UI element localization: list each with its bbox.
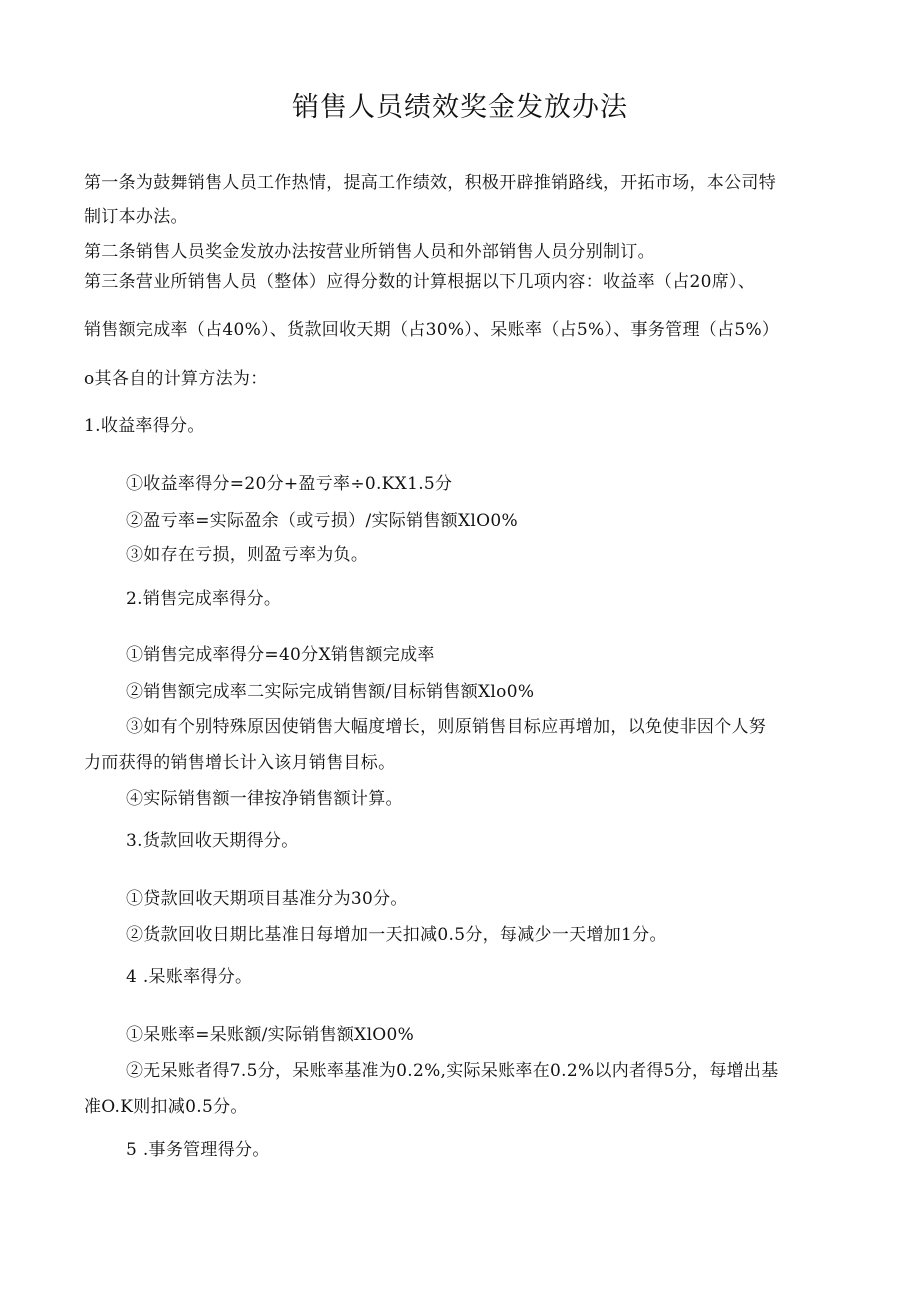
section-3-item-1: ①贷款回收天期项目基准分为30分。 (126, 889, 408, 909)
article-3-line-2: 销售额完成率（占40%）、货款回收天期（占30%）、呆账率（占5%）、事务管理（占5%） (84, 320, 780, 340)
section-4-item-2-line-1: ②无呆账者得7.5分，呆账率基准为0.2%,实际呆账率在0.2%以内者得5分，每增出基 (126, 1061, 779, 1081)
section-1-item-1: ①收益率得分=20分+盈亏率÷0.KX1.5分 (126, 474, 453, 494)
section-2-heading: 2.销售完成率得分。 (126, 589, 282, 609)
section-2-item-3-line-2: 力而获得的销售增长计入该月销售目标。 (84, 753, 396, 773)
section-1-heading: 1.收益率得分。 (84, 416, 205, 436)
article-3-line-3: o其各自的计算方法为： (84, 369, 268, 389)
section-4-item-1: ①呆账率=呆账额/实际销售额XlO0% (126, 1025, 415, 1045)
section-5-heading: 5 .事务管理得分。 (126, 1140, 270, 1160)
document-title: 销售人员绩效奖金发放办法 (292, 92, 628, 123)
article-1-line-1: 第一条为鼓舞销售人员工作热情，提高工作绩效，积极开辟推销路线，开拓市场，本公司特 (84, 173, 776, 193)
article-1-line-2: 制订本办法。 (84, 207, 188, 227)
section-2-item-1: ①销售完成率得分=40分X销售额完成率 (126, 645, 435, 665)
article-2: 第二条销售人员奖金发放办法按营业所销售人员和外部销售人员分别制订。 (84, 242, 655, 262)
section-3-item-2: ②货款回收日期比基准日每增加一天扣减0.5分，每减少一天增加1分。 (126, 925, 667, 945)
section-1-item-3: ③如存在亏损，则盈亏率为负。 (126, 545, 369, 565)
section-2-item-2: ②销售额完成率二实际完成销售额/目标销售额Xlo0% (126, 682, 535, 702)
article-3-line-1: 第三条营业所销售人员（整体）应得分数的计算根据以下几项内容：收益率（占20席）、 (84, 272, 756, 292)
section-4-item-2-line-2: 准O.K则扣减0.5分。 (84, 1097, 248, 1117)
section-2-item-4: ④实际销售额一律按净销售额计算。 (126, 789, 403, 809)
section-3-heading: 3.货款回收天期得分。 (126, 831, 299, 851)
section-4-heading: 4 .呆账率得分。 (126, 967, 253, 987)
section-1-item-2: ②盈亏率=实际盈余（或亏损）/实际销售额XlO0% (126, 511, 518, 531)
section-2-item-3-line-1: ③如有个别特殊原因使销售大幅度增长，则原销售目标应再增加，以免使非因个人努 (126, 717, 767, 737)
